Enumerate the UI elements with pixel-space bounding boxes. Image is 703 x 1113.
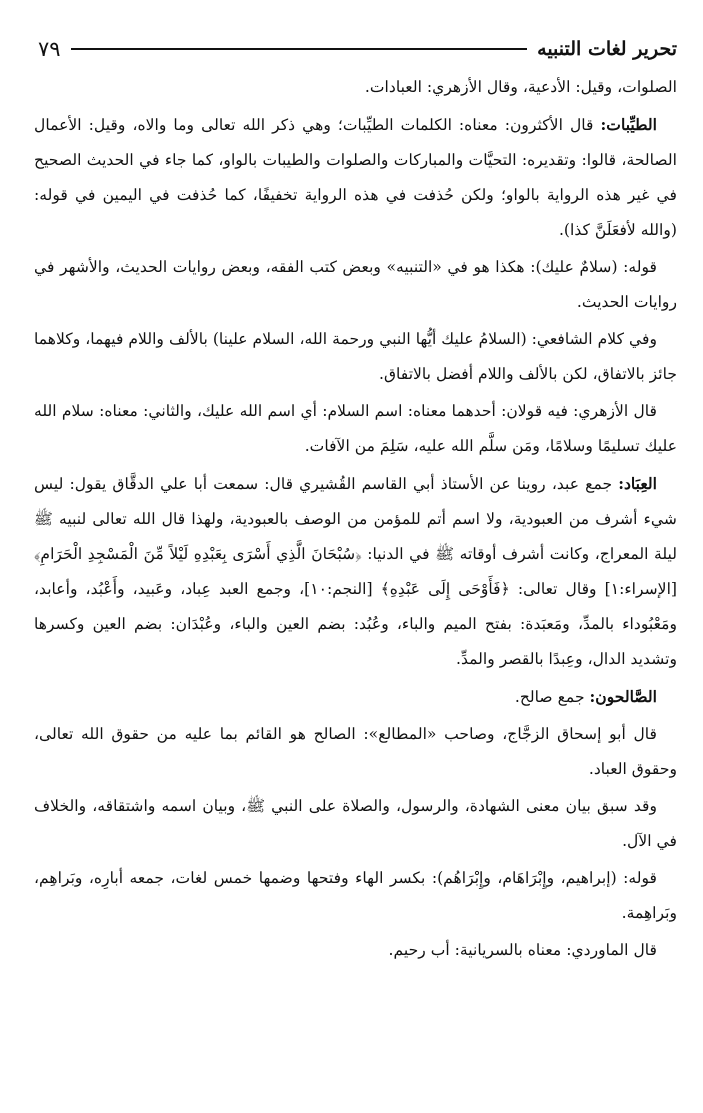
page-number: ٧٩ <box>38 37 61 61</box>
paragraph <box>34 322 677 392</box>
paragraph-text: جمع عبد، روينا عن الأستاذ أبي القاسم القُشيري قال: سمعت أبا علي الدقَّاق يقول: ليس شيء أشرف من العبودية، ولا اسم أتم للمؤمن من الوصف بالعبودية، ولهذا قال الله تعالى لنبيه ﷺ ليلة المعراج، وكانت أشرف أوقاته ﷺ في الدنيا: ﴿سُبْحَانَ الَّذِي أَسْرَى بِعَبْدِهِ لَيْلاً مِّنَ الْمَسْجِدِ الْحَرَامِ﴾ [الإسراء:١] وقال تعالى: ﴿فَأَوْحَى إِلَى عَبْدِهِ﴾ [النجم:١٠]، وجمع العبد عِباد، وعَبيد، وأَعْبُد، وأعابد، ومَعْبُوداء بالمدِّ، ومَعبَدة: بفتح الميم والباء، وعُبُد: بضم العين والباء، وعُبْدَان: بضم العين وكسرها وتشديد الدال، وعِبدًا بالقصر والمدِّ. <box>34 475 677 668</box>
paragraph-lead: الطيِّبات: <box>600 115 657 134</box>
paragraph-text: جمع صالح. <box>514 688 590 706</box>
paragraph-text: وقد سبق بيان معنى الشهادة، والرسول، والصلاة على النبي ﷺ، وبيان اسمه واشتقاقه، والخلاف في الآل. <box>34 797 677 850</box>
header-rule <box>71 48 528 50</box>
paragraph-text: الصلوات، وقيل: الأدعية، وقال الأزهري: العبادات. <box>364 78 677 96</box>
paragraph-text: قال الأكثرون: معناه: الكلمات الطيِّبات؛ وهي ذكر الله تعالى وما والاه، وقيل: الأعمال الصالحة، قالوا: وتقديره: التحيَّات والمباركات والصلوات والطيبات بالواو، كما جاء في الحديث الصحيح في غير هذه الرواية بالواو؛ ولكن حُذفت في هذه الرواية تخفيفًا، كما حُذفت في اليمين في قوله: (والله لأفعَلَنَّ كذا). <box>34 116 677 239</box>
paragraph-text: قوله: (إبراهيم، وإِبْرَاهَام، وإِبْرَاهُم): بكسر الهاء وفتحها وضمها خمس لغات، جمعه أبارِه، وبَراهِم، وبَراهِمة. <box>34 869 677 922</box>
paragraph-lead: العِبَاد: <box>618 474 657 493</box>
paragraph-text: وفي كلام الشافعي: (السلامُ عليك أيُّها النبي ورحمة الله، السلام علينا) بالألف واللام فيهما، وكلاهما جائز بالاتفاق، لكن بالألف واللام أفضل بالاتفاق. <box>34 330 677 383</box>
paragraph <box>34 789 677 859</box>
paragraph <box>34 679 677 715</box>
paragraph <box>34 70 677 105</box>
paragraph-text: قوله: (سلامٌ عليك): هكذا هو في «التنبيه» وبعض كتب الفقه، وبعض روايات الحديث، والأشهر في روايات الحديث. <box>34 258 677 311</box>
paragraph-text: قال أبو إسحاق الزجَّاج، وصاحب «المطالع»: الصالح هو القائم بما عليه من حقوق الله تعالى، وحقوق العباد. <box>34 725 677 778</box>
paragraph-lead: الصَّالحون: <box>589 687 657 706</box>
paragraph <box>34 250 677 320</box>
paragraph <box>34 466 677 677</box>
paragraph-text: قال الماوردي: معناه بالسريانية: أب رحيم. <box>388 941 657 959</box>
paragraph <box>34 933 677 968</box>
running-title: تحرير لغات التنبيه <box>537 38 677 60</box>
paragraph <box>34 394 677 464</box>
paragraph <box>34 107 677 248</box>
paragraph-text: قال الأزهري: فيه قولان: أحدهما معناه: اسم السلام: أي اسم الله عليك، والثاني: معناه: سلام الله عليك تسليمًا وسلامًا، ومَن سلَّم الله عليه، سَلِمَ من الآفات. <box>34 402 677 455</box>
body-text <box>34 70 677 968</box>
page-header <box>34 34 677 64</box>
paragraph <box>34 717 677 787</box>
paragraph <box>34 861 677 931</box>
